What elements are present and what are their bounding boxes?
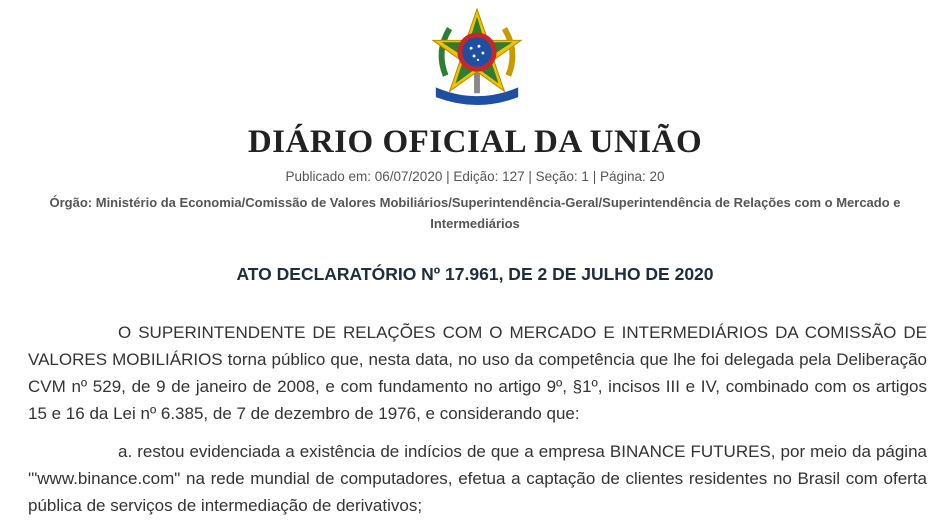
orgao-text: Ministério da Economia/Comissão de Valores Mobiliários/Superintendência-Geral/Superintendência de Relações com o Mercado e Intermediários (95, 195, 901, 231)
publication-meta: Publicado em: 06/07/2020 | Edição: 127 | Seção: 1 | Página: 20 (285, 169, 665, 184)
paragraph-text: a. restou evidenciada a existência de indícios de que a empresa BINANCE FUTURES, por meio da página '"www.binance.com" na rede mundial de computadores, efetua a captação de clientes residentes no Brasil com oferta pública de serviços de intermediação de derivativos; (28, 442, 927, 515)
act-title: ATO DECLARATÓRIO Nº 17.961, DE 2 DE JULHO DE 2020 (236, 264, 714, 284)
newspaper-title: DIÁRIO OFICIAL DA UNIÃO (247, 124, 703, 160)
body-paragraph (28, 319, 927, 427)
orgao-label: Órgão: (49, 195, 93, 210)
body-paragraph (28, 438, 927, 519)
orgao-line (40, 192, 910, 234)
paragraph-text: O SUPERINTENDENTE DE RELAÇÕES COM O MERCADO E INTERMEDIÁRIOS DA COMISSÃO DE VALORES MOBILIÁRIOS torna público que, nesta data, no uso da competência que lhe foi delegada pela Deliberação CVM nº 529, de 9 de janeiro de 2008, e com fundamento no artigo 9º, §1º, incisos III e IV, combinado com os artigos 15 e 16 da Lei nº 6.385, de 7 de dezembro de 1976, e considerando que: (28, 323, 927, 423)
brazil-coat-of-arms-icon (428, 6, 526, 106)
